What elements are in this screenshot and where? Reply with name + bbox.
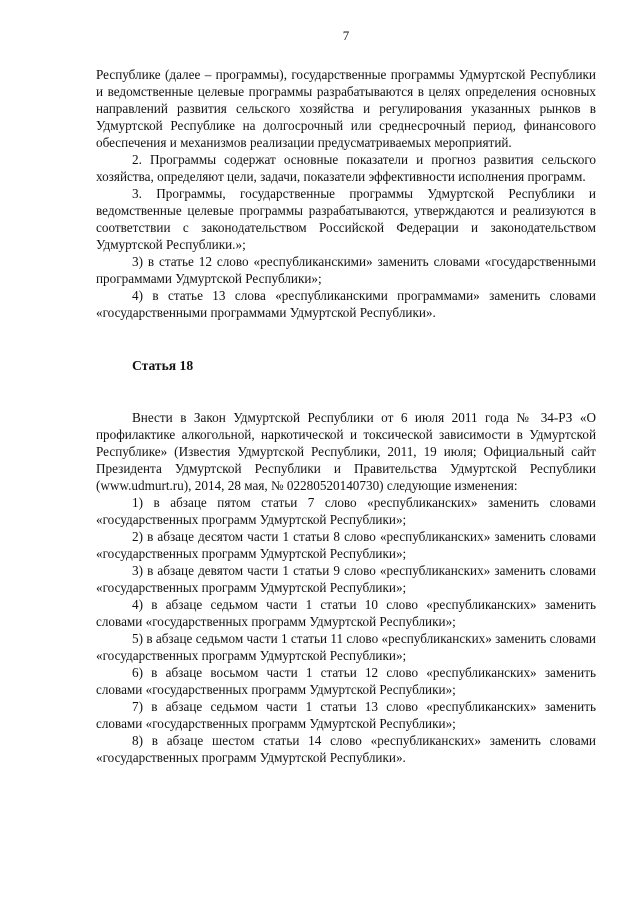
paragraph-programs-content: 2. Программы содержат основные показатели и прогноз развития сельского хозяйства, определяют цели, задачи, показатели эффективности исполнения программ. (96, 152, 596, 184)
document-page (96, 28, 596, 766)
amendment-item: 3) в абзаце девятом части 1 статьи 9 слово «республиканских» заменить словами «государственных программ Удмуртской Республики»; (96, 563, 596, 595)
amendment-item: 8) в абзаце шестом статьи 14 слово «республиканских» заменить словами «государственных программ Удмуртской Республики». (96, 733, 596, 765)
amendment-item: 6) в абзаце восьмом части 1 статьи 12 слово «республиканских» заменить словами «государственных программ Удмуртской Республики»; (96, 665, 596, 697)
article-heading: Статья 18 (132, 358, 194, 373)
amendment-item: 5) в абзаце седьмом части 1 статьи 11 слово «республиканских» заменить словами «государственных программ Удмуртской Республики»; (96, 631, 596, 663)
article-intro: Внести в Закон Удмуртской Республики от 6 июля 2011 года № 34-РЗ «О профилактике алкогольной, наркотической и токсической зависимости в Удмуртской Республике» (Известия Удмуртской Республики, 2011, 19 июля; Официальный сайт Президента Удмуртской Республики и Правительства Удмуртской Республики (www.udmurt.ru), 2014, 28 мая, № 02280520140730) следующие изменения: (96, 410, 596, 493)
amendment-item: 4) в абзаце седьмом части 1 статьи 10 слово «республиканских» заменить словами «государственных программ Удмуртской Республики»; (96, 597, 596, 629)
item-4-article-13: 4) в статье 13 слова «республиканскими программами» заменить словами «государственными программами Удмуртской Республики». (96, 288, 596, 320)
heading-spacer-2 (96, 391, 596, 409)
amendment-item: 7) в абзаце седьмом части 1 статьи 13 слово «республиканских» заменить словами «государственных программ Удмуртской Республики»; (96, 699, 596, 731)
amendment-item: 2) в абзаце десятом части 1 статьи 8 слово «республиканских» заменить словами «государственных программ Удмуртской Республики»; (96, 529, 596, 561)
paragraph-continuation: Республике (далее – программы), государственные программы Удмуртской Республики и ведомственные целевые программы разрабатываются в целях определения основных направлений развития сельского хозяйства и регулирования указанных рынков в Удмуртской Республике на долгосрочный или среднесрочный период, финансового обеспечения и механизмов реализации предусматриваемых мероприятий. (96, 67, 596, 150)
page-number: 7 (342, 28, 350, 43)
section-spacer (96, 321, 596, 339)
heading-spacer (96, 374, 596, 391)
amendment-item: 1) в абзаце пятом статьи 7 слово «республиканских» заменить словами «государственных программ Удмуртской Республики»; (96, 495, 596, 527)
item-3-article-12: 3) в статье 12 слово «республиканскими» заменить словами «государственными программами Удмуртской Республики»; (96, 254, 596, 286)
paragraph-programs-development: 3. Программы, государственные программы Удмуртской Республики и ведомственные целевые программы разрабатываются, утверждаются и реализуются в соответствии с законодательством Российской Федерации и законодательством Удмуртской Республики.»; (96, 186, 596, 252)
